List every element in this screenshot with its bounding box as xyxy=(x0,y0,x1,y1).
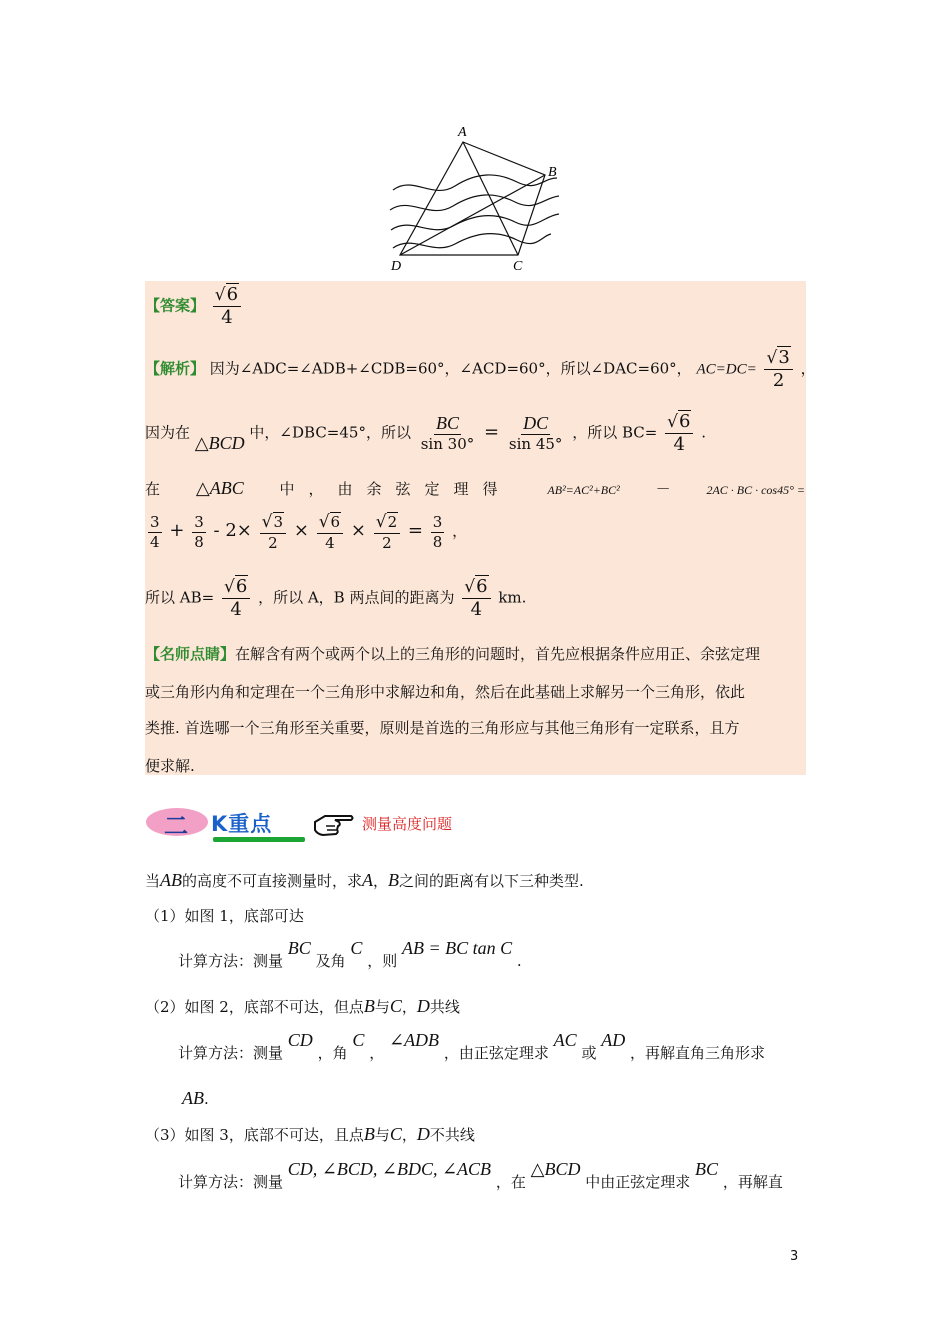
body-math: C xyxy=(352,1030,365,1050)
body-text: ，在 xyxy=(495,1173,526,1191)
frac-num: 3 xyxy=(778,347,790,368)
fraction: $\frac{√6}{4}$ xyxy=(222,577,250,620)
body-math: B xyxy=(388,870,400,890)
tip-line-1 xyxy=(145,643,760,664)
fraction xyxy=(507,414,565,453)
body-text: ，再解直 xyxy=(722,1173,783,1191)
page-number: 3 xyxy=(790,1249,799,1264)
analysis-label: 【解析】 xyxy=(145,359,206,378)
body-math: C xyxy=(389,996,402,1016)
analysis-text: 所以 AB= xyxy=(145,588,215,607)
fraction xyxy=(192,514,206,550)
case-2-method-cont xyxy=(182,1088,209,1109)
frac-den: 8 xyxy=(194,532,204,551)
body-text: ，由正弦定理求 xyxy=(443,1044,549,1062)
body-text: 与 xyxy=(374,1126,390,1144)
body-math: D xyxy=(416,996,430,1016)
fraction: $\frac{√3}{2}$ xyxy=(764,348,792,391)
body-text: 计算方法：测量 xyxy=(178,1173,284,1191)
case-2 xyxy=(145,996,460,1017)
pointing-hand-icon xyxy=(313,808,355,838)
analysis-text: = xyxy=(484,421,500,443)
body-text: ， xyxy=(369,1044,385,1062)
body-text: 不共线 xyxy=(429,1126,475,1144)
analysis-text: AC=DC= xyxy=(696,361,757,378)
answer-label: 【答案】 xyxy=(145,296,206,315)
analysis-line-5 xyxy=(145,577,526,620)
body-text: 计算方法：测量 xyxy=(178,1044,284,1062)
fraction: $\frac{√6}{4}$ xyxy=(462,577,490,620)
body-text: 与 xyxy=(374,998,390,1016)
frac-num: 3 xyxy=(432,513,443,532)
body-math: AD xyxy=(601,1030,626,1050)
frac-num: DC xyxy=(521,414,550,436)
body-text: ， xyxy=(401,998,417,1016)
analysis-text: ，所以 BC= xyxy=(572,423,658,442)
analysis-text: × xyxy=(350,520,366,542)
body-math: AB xyxy=(160,870,183,890)
analysis-text: 因为在 xyxy=(145,423,191,442)
body-math: AB = BC tan C xyxy=(401,938,513,958)
analysis-math: △ABC xyxy=(195,478,244,498)
body-text: 计算方法：测量 xyxy=(178,952,284,970)
frac-num: 6 xyxy=(476,576,488,597)
body-text: ，则 xyxy=(367,952,398,970)
body-text: ， xyxy=(401,1126,417,1144)
intro-line xyxy=(145,870,584,891)
answer-den: 4 xyxy=(221,306,233,328)
analysis-text: km. xyxy=(498,588,527,607)
tip-line-2: 或三角形内角和定理在一个三角形中求解边和角，然后在此基础上求解另一个三角形，依此 xyxy=(145,683,746,701)
quadrilateral xyxy=(400,142,545,255)
body-math: BC xyxy=(695,1159,719,1179)
analysis-text: + xyxy=(169,520,185,542)
analysis-line-3 xyxy=(145,478,805,499)
frac-num: 6 xyxy=(678,411,691,432)
case-1: （1）如图 1，底部可达 xyxy=(145,907,304,925)
frac-den: 2 xyxy=(772,369,785,391)
analysis-text: ，所以 A，B 两点间的距离为 xyxy=(258,588,455,607)
analysis-line-4 xyxy=(145,513,467,551)
fraction: $\frac{√3}{2}$ xyxy=(260,513,286,551)
tip-line-3: 类推. 首选哪一个三角形至关重要，原则是首选的三角形应与其他三角形有一定联系，且方 xyxy=(145,719,740,737)
analysis-text: . xyxy=(701,423,706,442)
analysis-text: 在 xyxy=(145,480,161,498)
fraction xyxy=(431,514,445,550)
case-1-method xyxy=(178,938,522,971)
fraction: $\frac{√2}{2}$ xyxy=(374,513,400,551)
frac-den: sin 45° xyxy=(508,435,563,454)
body-text: . xyxy=(516,952,522,970)
analysis-text: 因为∠ADC=∠ADB+∠CDB=60°，∠ACD=60°，所以∠DAC=60°， xyxy=(209,359,692,378)
body-text: （3）如图 3，底部不可达，且点 xyxy=(145,1126,364,1144)
body-text: 及角 xyxy=(315,952,346,970)
frac-den: 4 xyxy=(673,433,685,455)
body-math: A xyxy=(362,870,374,890)
body-math: AB xyxy=(182,1088,204,1108)
body-math: BC xyxy=(287,938,311,958)
frac-num: 2 xyxy=(387,513,398,531)
frac-num: 3 xyxy=(273,513,284,531)
frac-den: 4 xyxy=(230,598,242,620)
section-badge: K重点 xyxy=(211,812,273,836)
analysis-math: △BCD xyxy=(194,433,245,454)
case-3 xyxy=(145,1124,475,1145)
answer-fraction: $\frac{√6}{4}$ xyxy=(213,285,241,328)
answer-line xyxy=(145,285,244,328)
frac-den: 4 xyxy=(325,533,335,552)
tip-line-4: 便求解. xyxy=(145,757,195,775)
answer-num: 6 xyxy=(226,284,239,305)
label-B: B xyxy=(548,165,557,180)
frac-den: sin 30° xyxy=(420,435,475,454)
body-text: （2）如图 2，底部不可达，但点 xyxy=(145,998,364,1016)
section-title: 测量高度问题 xyxy=(362,815,453,833)
body-math: CD, ∠BCD, ∠BDC, ∠ACB xyxy=(287,1159,492,1179)
frac-num: 3 xyxy=(194,513,204,532)
analysis-text: - 2× xyxy=(213,520,252,542)
analysis-text: 中，∠DBC=45°，所以 xyxy=(249,423,411,442)
body-math: C xyxy=(350,938,363,958)
frac-num: 6 xyxy=(330,513,341,531)
body-text: 之间的距离有以下三种类型. xyxy=(399,872,584,890)
body-math: B xyxy=(363,996,375,1016)
fraction: $\frac{√6}{4}$ xyxy=(665,412,693,455)
body-text: . xyxy=(204,1090,209,1108)
body-math: C xyxy=(389,1124,402,1144)
analysis-line-1 xyxy=(145,348,816,391)
case-2-method xyxy=(178,1030,766,1063)
frac-num: 3 xyxy=(150,513,160,532)
body-text: 共线 xyxy=(429,998,460,1016)
body-text: ，角 xyxy=(317,1044,348,1062)
body-text: 的高度不可直接测量时，求 xyxy=(182,872,363,890)
wave-line xyxy=(393,175,557,190)
analysis-math: 2AC · BC · cos45° = xyxy=(706,483,805,497)
body-math: ∠ADB xyxy=(388,1030,440,1050)
frac-num: BC xyxy=(434,414,461,436)
body-math: B xyxy=(363,1124,375,1144)
tip-text: 在解含有两个或两个以上的三角形的问题时，首先应根据条件应用正、余弦定理 xyxy=(235,645,761,663)
body-math: D xyxy=(416,1124,430,1144)
analysis-math: AB²=AC²+BC² xyxy=(547,483,620,497)
analysis-text: 中，由余弦定理得 xyxy=(279,480,512,498)
river-quadrilateral-figure xyxy=(385,120,575,275)
label-D: D xyxy=(391,259,402,274)
analysis-text: × xyxy=(293,520,309,542)
frac-num: 6 xyxy=(235,576,248,597)
analysis-text: － xyxy=(655,480,671,498)
frac-den: 2 xyxy=(382,533,392,552)
section-underline xyxy=(213,837,305,842)
label-C: C xyxy=(513,259,523,274)
frac-den: 8 xyxy=(432,532,443,551)
body-text: ， xyxy=(373,872,389,890)
wave-line xyxy=(391,214,559,230)
body-text: 或 xyxy=(581,1044,597,1062)
frac-den: 4 xyxy=(470,598,483,620)
body-text: ，再解直角三角形求 xyxy=(630,1044,766,1062)
body-text: 中由正弦定理求 xyxy=(585,1173,691,1191)
label-A: A xyxy=(458,125,467,140)
tip-label: 【名师点睛】 xyxy=(145,645,236,663)
fraction xyxy=(419,414,477,453)
analysis-text: = xyxy=(407,520,424,542)
frac-den: 4 xyxy=(150,532,160,551)
body-math: AC xyxy=(553,1030,577,1050)
body-math: CD xyxy=(287,1030,313,1050)
case-3-method xyxy=(178,1159,783,1192)
segment-AC xyxy=(463,142,518,255)
frac-den: 2 xyxy=(268,533,278,552)
analysis-line-2 xyxy=(145,412,706,455)
analysis-text: ， xyxy=(800,359,816,378)
fraction xyxy=(148,514,162,550)
section-number: 二 xyxy=(164,812,188,840)
body-math: △BCD xyxy=(530,1159,581,1179)
body-text: 当 xyxy=(145,872,161,890)
analysis-text: ， xyxy=(452,522,468,541)
fraction: $\frac{√6}{4}$ xyxy=(317,513,343,551)
